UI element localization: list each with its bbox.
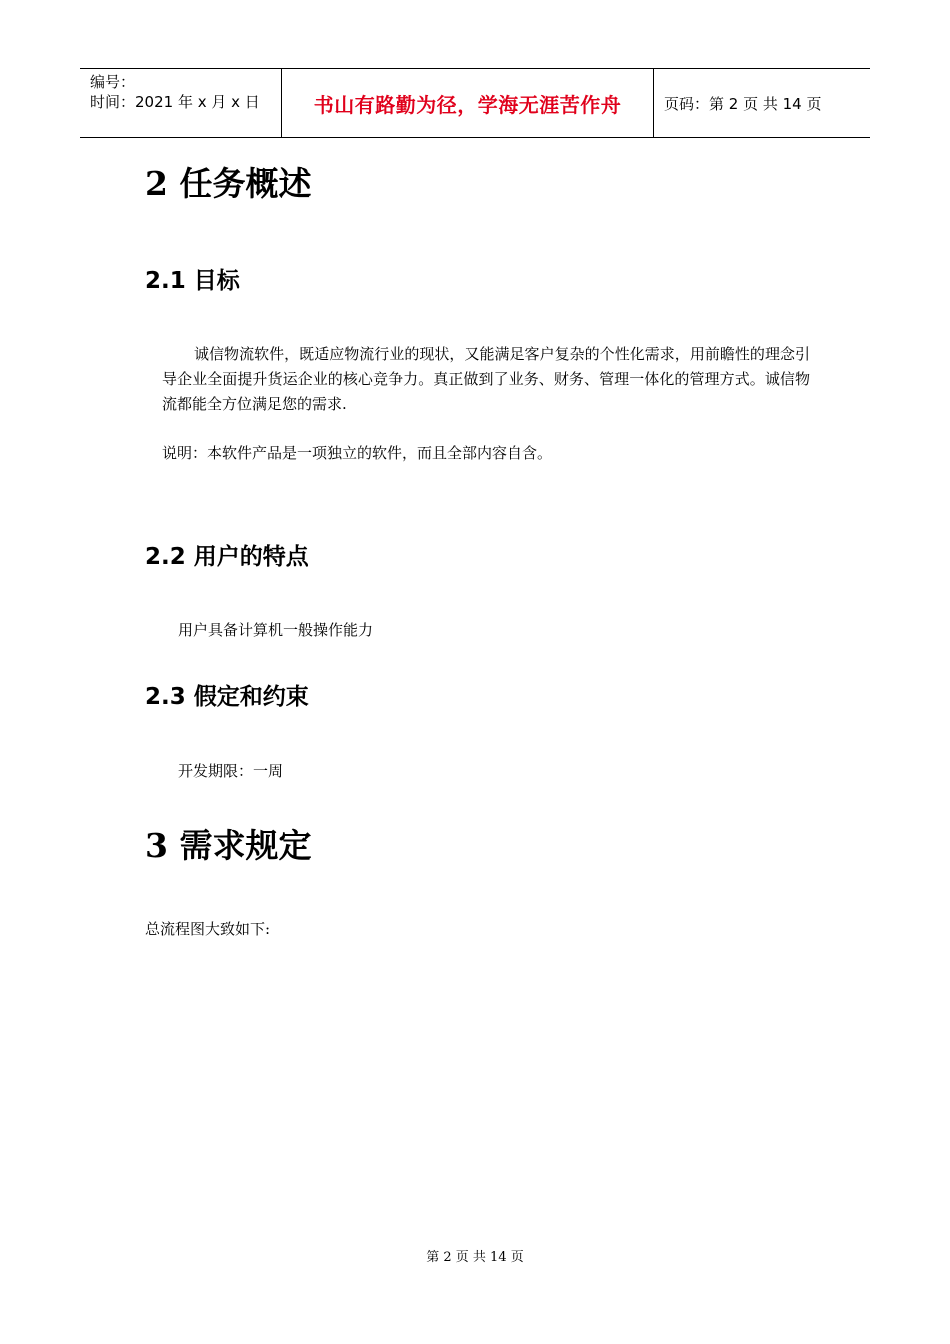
- section-2-title: 2 任务概述: [145, 164, 312, 203]
- page-header: [80, 68, 870, 138]
- section-2-3-title: 2.3 假定和约束: [145, 684, 309, 710]
- section-2-1-title: 2.1 目标: [145, 268, 240, 294]
- section-2-3-text: 开发期限：一周: [178, 762, 284, 780]
- header-page-cell: [654, 69, 870, 137]
- header-page-label: 页码：第 2 页 共 14 页: [664, 94, 822, 113]
- section-2-2-title: 2.2 用户的特点: [145, 544, 309, 570]
- header-meta: [80, 69, 282, 137]
- header-motto-cell: [282, 69, 654, 137]
- section-2-1-paragraph: 诚信物流软件，既适应物流行业的现状，又能满足客户复杂的个性化需求，用前瞻性的理念引导企业全面提升货运企业的核心竞争力。真正做到了业务、财务、管理一体化的管理方式。诚信物流都能全方位满足您的需求.: [162, 345, 810, 413]
- doc-date-label: 时间：2021 年 x 月 x 日: [90, 93, 260, 111]
- section-2-2-text: 用户具备计算机一般操作能力: [178, 621, 374, 639]
- page-footer: 第 2 页 共 14 页: [426, 1250, 524, 1265]
- header-motto: 书山有路勤为径，学海无涯苦作舟: [313, 92, 622, 117]
- section-3-title: 3 需求规定: [145, 826, 312, 865]
- section-3-text: 总流程图大致如下:: [145, 920, 271, 938]
- section-2-1-note: 说明：本软件产品是一项独立的软件，而且全部内容自含。: [162, 444, 553, 462]
- doc-number-label: 编号：: [90, 73, 136, 91]
